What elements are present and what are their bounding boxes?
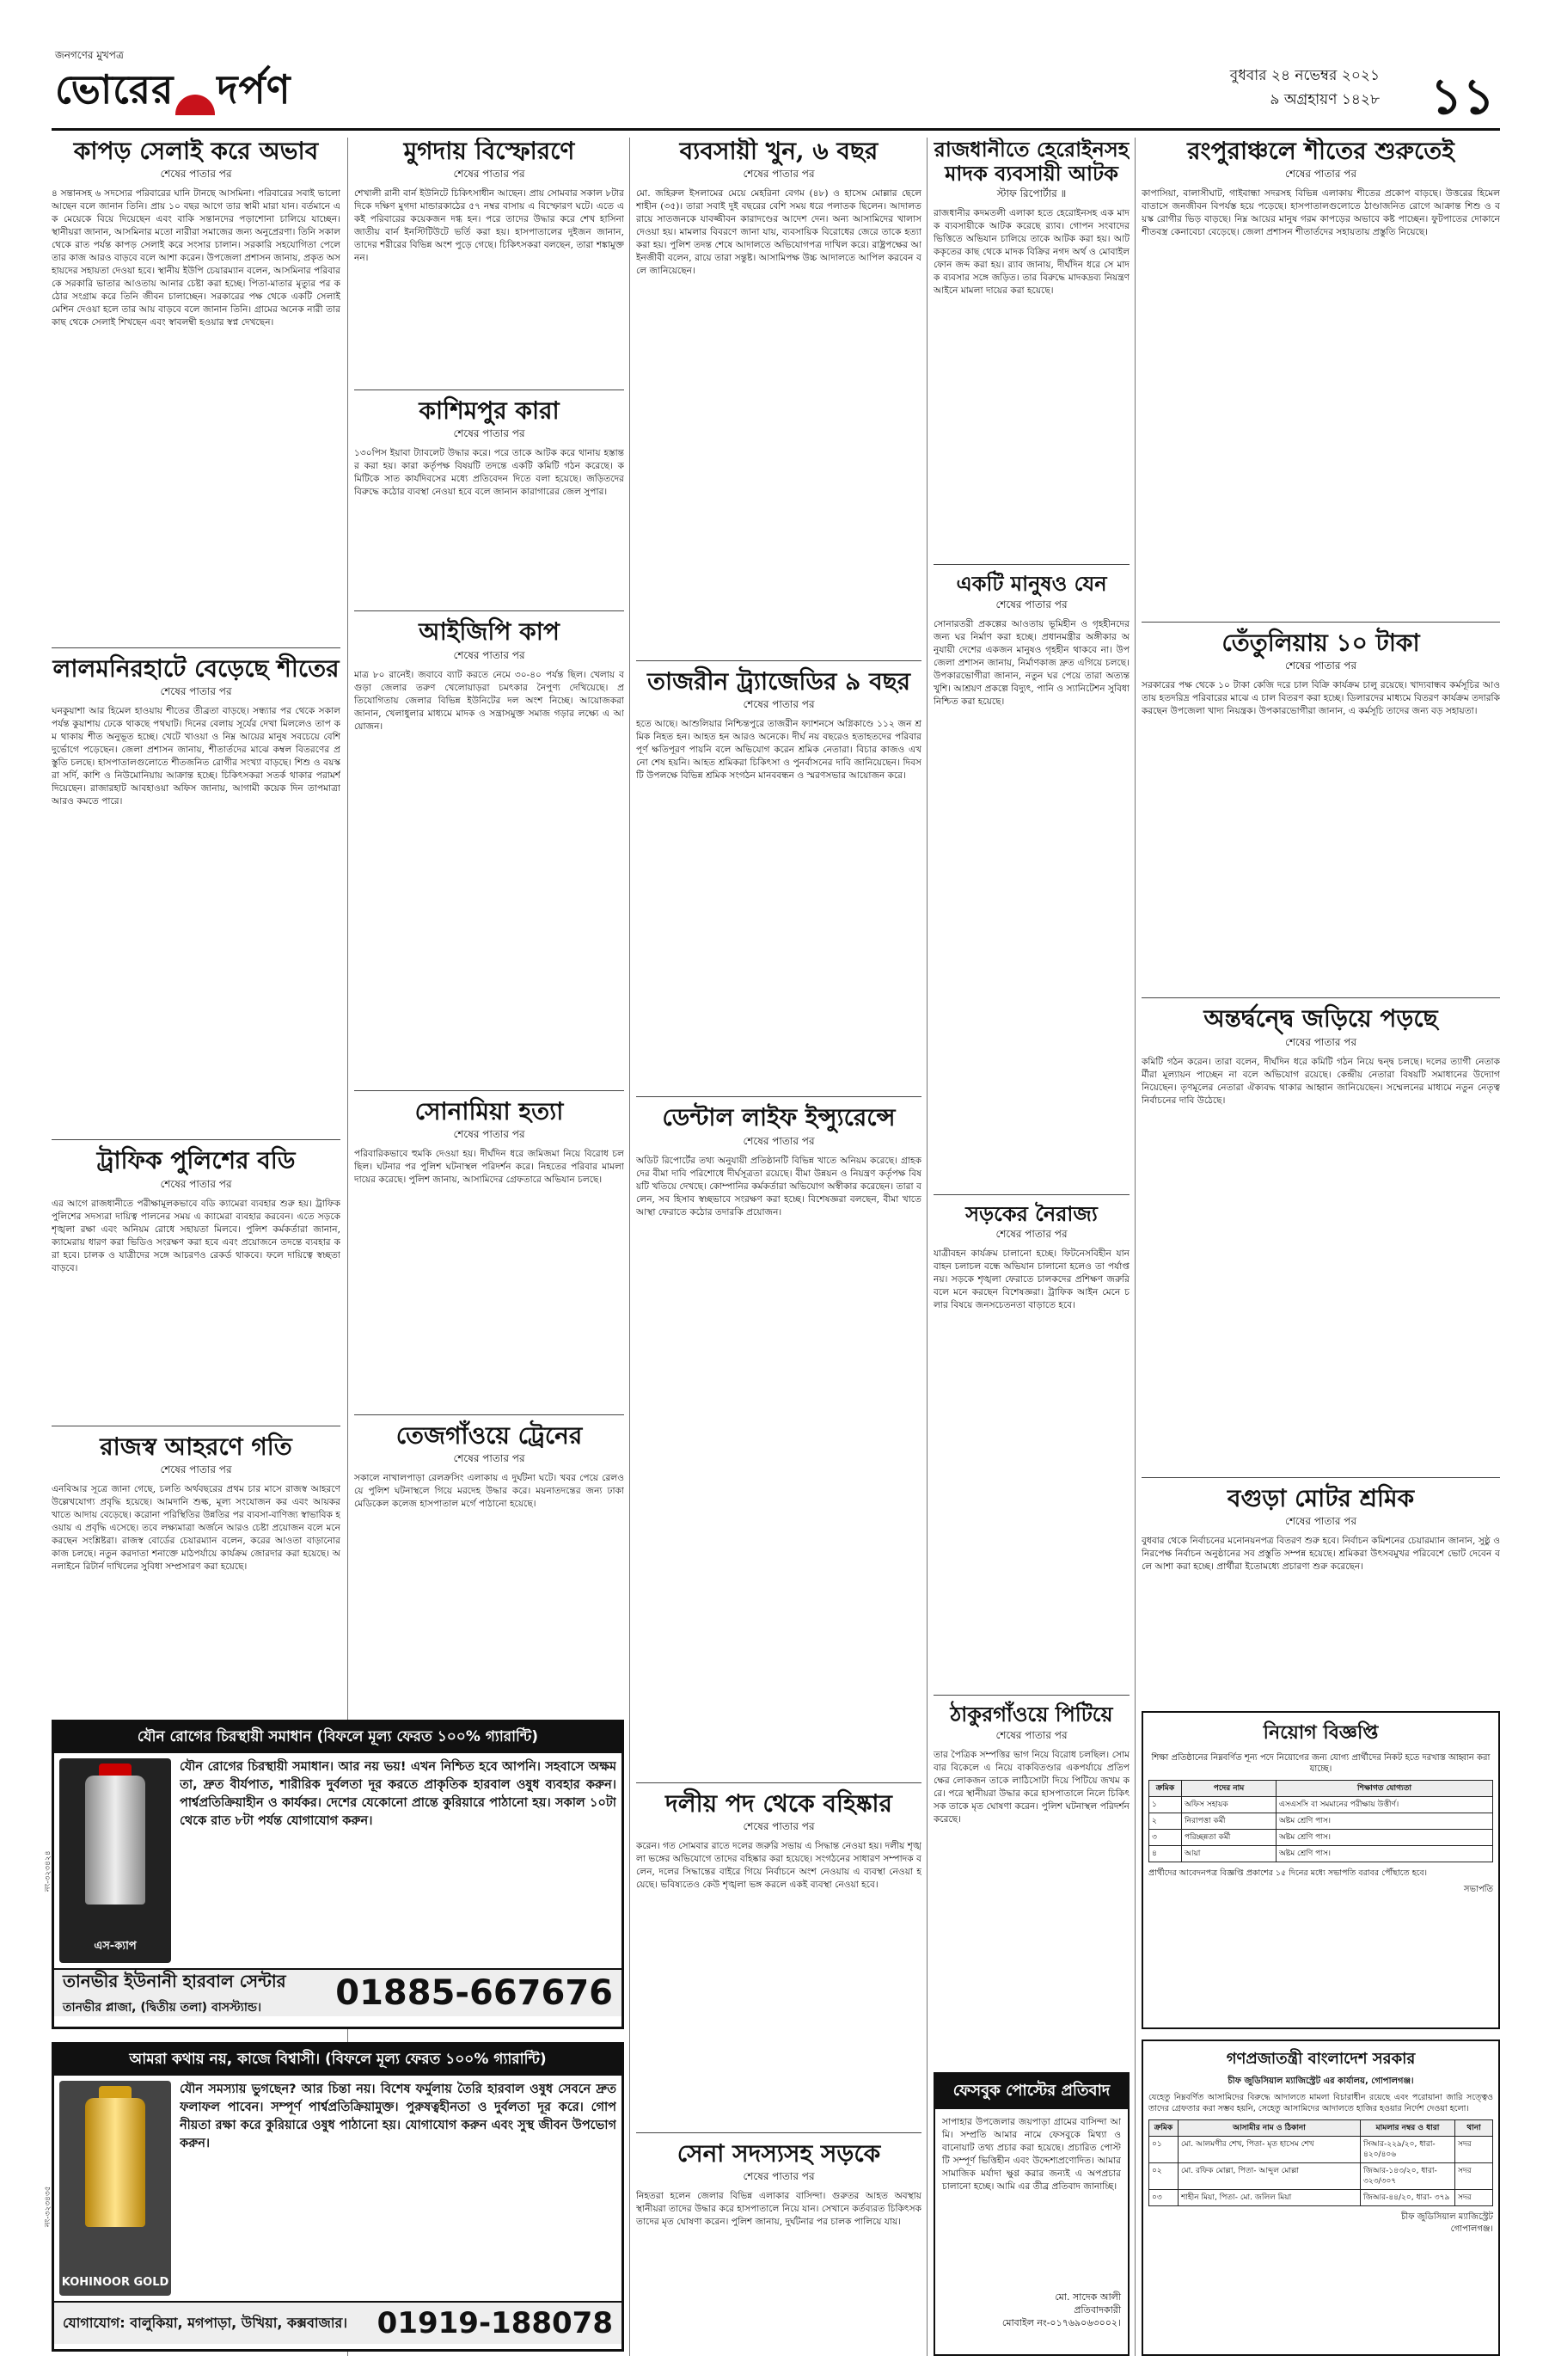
- story-continued-label: শেষের পাতার পর: [160, 1177, 232, 1190]
- story-continued-label: শেষের পাতার পর: [453, 648, 525, 661]
- story-headline[interactable]: আইজিপি কাপ: [419, 617, 560, 647]
- ad-ref-number: নং-৩২৩৪৩৫: [44, 2186, 52, 2227]
- table-cell: এসএসসি বা সমমানের পরীক্ষায় উত্তীর্ণ।: [1277, 1797, 1493, 1813]
- notice-body: সাপাহার উপজেলার জয়পাড়া গ্রামের বাসিন্দা আমি। সম্প্রতি আমার নামে ফেসবুকে মিথ্যা ও বানোয়াট তথ্য প্রচার করা হয়েছে। প্রচারিত পোস্টটি সম্পূর্ণ ভিত্তিহীন এবং উদ্দেশ্যপ্রণোদিত। আমার সামাজিক মর্যাদা ক্ষুণ্ণ করার জন্যই এ অপপ্রচার চালানো হচ্ছে। আমি এর তীব্র প্রতিবাদ জানাচ্ছি।: [942, 2117, 1121, 2192]
- story-heroin-arrest: [934, 138, 1130, 555]
- story-headline[interactable]: দলীয় পদ থেকে বহিষ্কার: [665, 1788, 892, 1818]
- column-rule: [1135, 138, 1136, 2356]
- story-body: এনবিআর সূত্রে জানা গেছে, চলতি অর্থবছরের প্রথম চার মাসে রাজস্ব আহরণে উল্লেখযোগ্য প্রবৃদ্ধি হয়েছে। আমদানি শুল্ক, মূল্য সংযোজন কর এবং আয়কর খাতে আদায় বেড়েছে। করোনা পরিস্থিতির উন্নতির পর ব্যবসা-বাণিজ্য স্বাভাবিক হওয়ায় এ প্রবৃদ্ধি এসেছে। তবে লক্ষ্যমাত্রা অর্জনে আরও চেষ্টা প্রয়োজন বলে মনে করছেন সংশ্লিষ্টরা। রাজস্ব বোর্ডের চেয়ারম্যান বলেন, করের আওতা বাড়ানোর কাজ চলছে। নতুন করদাতা শনাক্তে মাঠপর্যায়ে কার্যক্রম জোরদার করা হয়েছে। অনলাইনে রিটার্ন দাখিলের সুবিধা সম্প্রসারণ করা হয়েছে।: [52, 1483, 340, 1572]
- story-igp-cup: [354, 618, 624, 1081]
- product-image: [59, 2081, 171, 2296]
- table-row: [1149, 1846, 1493, 1862]
- story-dental-life: [636, 1104, 921, 1773]
- story-continued-label: শেষের পাতার পর: [453, 1451, 525, 1464]
- table-row: [1149, 1797, 1493, 1813]
- story-continued-label: শেষের পাতার পর: [743, 1819, 815, 1832]
- story-continued-label: শেষের পাতার পর: [995, 1228, 1068, 1241]
- signer-role: প্রতিবাদকারী: [1074, 2304, 1121, 2316]
- date-english: বুধবার ২৪ নভেম্বর ২০২১: [1229, 67, 1380, 84]
- story-divider: [354, 1414, 624, 1415]
- table-cell: ০২: [1149, 2163, 1179, 2190]
- story-body: যাত্রীবহন কার্যক্রম চালানো হচ্ছে। ফিটনেসবিহীন যানবাহন চলাচল বন্ধে অভিযান চালানো হলেও তা পর্যাপ্ত নয়। সড়কে শৃঙ্খলা ফেরাতে চালকদের প্রশিক্ষণ জরুরি বলে মনে করছেন বিশেষজ্ঞরা। ট্রাফিক আইন মেনে চলার বিষয়ে জনসচেতনতা বাড়াতে হবে।: [934, 1248, 1130, 1311]
- ad-headline: যৌন রোগের চিরস্থায়ী সমাধান (বিফলে মূল্য ফেরত ১০০% গ্যারান্টি): [54, 1722, 621, 1753]
- story-lalmonirhat-sheet: [52, 655, 340, 1131]
- story-continued-label: শেষের পাতার পর: [995, 1728, 1068, 1741]
- story-road-chaos: [934, 1202, 1130, 1687]
- story-body: সরকারের পক্ষ থেকে ১০ টাকা কেজি দরে চাল বিক্রি কার্যক্রম চালু রয়েছে। খাদ্যবান্ধব কর্মসূচির আওতায় হতদরিদ্র পরিবারের মাঝে এ চাল বিতরণ করা হচ্ছে। ডিলারদের মাধ্যমে বিতরণ কার্যক্রম তদারকি করছেন উপজেলা খাদ্য নিয়ন্ত্রক। উপকারভোগীরা জানান, এ কর্মসূচি তাদের জন্য বড় সহায়তা।: [1142, 680, 1500, 717]
- story-headline[interactable]: রংপুরাঞ্চলে শীতের শুরুতেই: [1187, 138, 1454, 165]
- story-body: মো. জহিরুল ইসলামের মেয়ে মেহরিনা বেগম (৪৮) ও হাসেম মোল্লার ছেলে শাহীন (৩৫)। তারা সবাই দুই বছরের বেশি সময় ধরে পলাতক ছিলেন। আদালত রায়ে সাতজনকে যাবজ্জীবন কারাদণ্ডের আদেশ দেন। অন্য আসামিদের খালাস দেওয়া হয়। মামলার বিবরণে জানা যায়, ব্যবসায়িক বিরোধের জেরে তাকে হত্যা করা হয়। পুলিশ তদন্ত শেষে আদালতে অভিযোগপত্র দাখিল করে। রাষ্ট্রপক্ষের আইনজীবী বলেন, রায়ে তারা সন্তুষ্ট। আসামিপক্ষ উচ্চ আদালতে আপিল করবেন বলে জানিয়েছেন।: [636, 188, 921, 277]
- table-header-row: [1149, 1781, 1493, 1797]
- table-cell: ৩: [1149, 1830, 1182, 1846]
- story-byline: স্টাফ রিপোর্টার ॥: [996, 187, 1067, 200]
- column-3: [636, 138, 921, 2356]
- story-kapor-selai: [52, 138, 340, 639]
- story-body: মাত্র ৮০ রানেই। জবাবে ব্যাট করতে নেমে ৩০-৪০ পর্যন্ত ছিল। খেলায় বগুড়া জেলার তরুণ খেলোয়াড়রা চমৎকার নৈপুণ্য দেখিয়েছে। প্রতিযোগিতায় জেলার বিভিন্ন ইউনিটের দল অংশ নিচ্ছে। আয়োজকরা জানান, খেলাধুলার মাধ্যমে মাদক ও সন্ত্রাসমুক্ত সমাজ গড়ার লক্ষ্যে এ আয়োজন।: [354, 669, 624, 732]
- column-1: [52, 138, 340, 1711]
- story-headline[interactable]: তেঁতুলিয়ায় ১০ টাকা: [1221, 629, 1420, 658]
- story-body: শেখালী রানী বার্ন ইউনিটে চিকিৎসাধীন আছেন। প্রায় সোমবার সকাল ৮টার দিকে দক্ষিণ মুগদা মান্ডারকাঠের ৫৭ নম্বর বাসায় এ বিস্ফোরণ ঘটে। এতে একই পরিবারের কয়েকজন দগ্ধ হন। পরে তাদের উদ্ধার করে শেখ হাসিনা জাতীয় বার্ন ইনস্টিটিউটে ভর্তি করা হয়। হাসপাতালের দুইজন জানান, তাদের শরীরের বিভিন্ন অংশ পুড়ে গেছে। চিকিৎসকরা বলছেন, তারা শঙ্কামুক্ত নন।: [354, 188, 624, 264]
- story-headline[interactable]: একটি মানুষও যেন: [956, 571, 1107, 597]
- story-body: ৪ সন্তানসহ ৬ সদস্যের পরিবারের ঘানি টানছে আসমিনা। পরিবারের সবাই ভালো আছেন বলে জানান তিনি। প্রায় ১০ বছর আগে তার স্বামী মারা যান। বর্তমানে এক মেয়েকে বিয়ে দিয়েছেন এবং বাকি সন্তানদের পড়াশোনা চালিয়ে যাচ্ছেন। স্থানীয়রা জানান, আসমিনার মতো নারীরা সমাজের জন্য অনুপ্রেরণা। তিনি সকাল থেকে রাত পর্যন্ত কাপড় সেলাই করে সংসার চালান। সরকারি সহযোগিতা পেলে তার কাজ আরও বাড়বে বলে আশা করেন। উপজেলা প্রশাসন জানায়, প্রকৃত অসহায়দের সহায়তা দেওয়া হবে। স্থানীয় ইউপি চেয়ারম্যান বলেন, আসমিনার পরিবারকে সরকারি ভাতার আওতায় আনার চেষ্টা করা হচ্ছে। পিতা-মাতার মৃত্যুর পর কঠোর সংগ্রাম করে তিনি জীবন চালাচ্ছেন। সরকারের পক্ষ থেকে একটি সেলাই মেশিন দেওয়া হলে তার আয় বাড়বে বলে জানান তিনি। গ্রামের অনেক নারী তার কাছ থেকে সেলাই শিখছেন এবং স্বাবলম্বী হওয়ার স্বপ্ন দেখছেন।: [52, 188, 340, 328]
- notice-subtitle: চীফ জুডিসিয়াল ম্যাজিস্ট্রেট এর কার্যালয়, গোপালগঞ্জ।: [1228, 2076, 1414, 2086]
- story-continued-label: শেষের পাতার পর: [453, 427, 525, 440]
- column-header: পদের নাম: [1182, 1781, 1277, 1797]
- ad-text: যৌন রোগের চিরস্থায়ী সমাধান। আর নয় ভয়! এখন নিশ্চিত হবে আপনি। সহবাসে অক্ষমতা, দ্রুত বীর্যপাত, শারীরিক দুর্বলতা দূর করতে প্রাকৃতিক হারবাল ওষুধ ব্যবহার করুন। পার্শ্বপ্রতিক্রিয়াহীন ও কার্যকর। দেশের যেকোনো প্রান্তে কুরিয়ারে পাঠানো হয়। সকাল ১০টা থেকে রাত ৮টা পর্যন্ত যোগাযোগ করুন।: [180, 1760, 616, 1828]
- ad-center-name: তানভীর ইউনানী হারবাল সেন্টার: [63, 1970, 286, 1991]
- bottle-icon: [85, 2098, 145, 2227]
- table-row: [1149, 1830, 1493, 1846]
- column-header: ক্রমিক: [1149, 2120, 1179, 2137]
- story-divider: [934, 1695, 1130, 1696]
- story-divider: [1142, 1477, 1500, 1478]
- column-rule: [629, 138, 630, 2356]
- signer-phone: মোবাইল নং-০১৭৬৯০৬৩০০২।: [1001, 2317, 1121, 2328]
- ad-ref-number: নং-৩২৩৪২৪: [44, 1850, 52, 1892]
- story-continued-label: শেষের পাতার পর: [160, 168, 232, 181]
- column-header: ক্রমিক: [1149, 1781, 1182, 1797]
- story-divider: [52, 647, 340, 648]
- table-cell: সদর: [1455, 2137, 1493, 2163]
- job-notice: [1142, 1711, 1500, 2029]
- story-headline[interactable]: লালমনিরহাটে বেড়েছে শীতের: [52, 654, 340, 684]
- column-2: [354, 138, 624, 1711]
- story-businessman-murder: [636, 138, 921, 652]
- story-army-road: [636, 2140, 921, 2332]
- table-row: [1149, 2163, 1493, 2190]
- story-headline[interactable]: কাশিমপুর কারা: [419, 396, 560, 426]
- story-continued-label: শেষের পাতার পর: [1284, 1514, 1357, 1527]
- story-headline[interactable]: কাপড় সেলাই করে অভাব: [73, 138, 319, 165]
- story-divider: [636, 2132, 921, 2133]
- date-block: [1230, 64, 1380, 112]
- column-4: [934, 138, 1130, 2068]
- story-divider: [52, 1139, 340, 1140]
- logo-part2: দর্পণ: [217, 66, 291, 113]
- story-body: সোনারতরী প্রকল্পের আওতায় ভূমিহীন ও গৃহহীনদের জন্য ঘর নির্মাণ করা হচ্ছে। প্রধানমন্ত্রীর অঙ্গীকার অনুযায়ী দেশের একজন মানুষও গৃহহীন থাকবে না। উপজেলা প্রশাসন জানায়, নির্মাণকাজ দ্রুত এগিয়ে চলছে। উপকারভোগীরা জানান, নতুন ঘর পেয়ে তারা অত্যন্ত খুশি। আশ্রয়ণ প্রকল্পে বিদ্যুৎ, পানি ও স্যানিটেশন সুবিধা নিশ্চিত করা হয়েছে।: [934, 618, 1130, 707]
- bottle-icon: [85, 1776, 145, 1905]
- column-header: শিক্ষাগত যোগ্যতা: [1277, 1781, 1493, 1797]
- table-cell: সিআর-২২৯/২০, ধারা- ৪২০/৪০৬: [1361, 2137, 1455, 2163]
- column-5: [1142, 138, 1500, 1694]
- story-headline[interactable]: সোনামিয়া হত্যা: [414, 1096, 564, 1126]
- ad-footer: [54, 1968, 621, 2016]
- notice-intro: যেহেতু নিম্নবর্ণিত আসামিদের বিরুদ্ধে আদালতে মামলা বিচারাধীন রয়েছে এবং পরোয়ানা জারি সত্ত্বেও তাদের গ্রেফতার করা সম্ভব হয়নি, সেহেতু আসামিদের আদালতে হাজির হওয়ার নির্দেশ দেওয়া হলো।: [1148, 2093, 1493, 2113]
- column-rule: [927, 138, 928, 2356]
- table-cell: পরিচ্ছন্নতা কর্মী: [1182, 1830, 1277, 1846]
- story-headline[interactable]: তেজগাঁওয়ে ট্রেনের: [395, 1420, 583, 1450]
- story-headline[interactable]: রাজধানীতে হেরোইনসহ মাদক ব্যবসায়ী আটক: [934, 138, 1130, 186]
- story-continued-label: শেষের পাতার পর: [453, 1127, 525, 1140]
- story-body: রাজধানীর কদমতলী এলাকা হতে হেরোইনসহ এক মাদক ব্যবসায়ীকে আটক করেছে র‌্যাব। গোপন সংবাদের ভিত্তিতে অভিযান চালিয়ে তাকে আটক করা হয়। আটককৃতের কাছ থেকে মাদক বিক্রির নগদ অর্থ ও মোবাইল ফোন জব্দ করা হয়। র‌্যাব জানায়, দীর্ঘদিন ধরে সে মাদক ব্যবসার সঙ্গে জড়িত। তার বিরুদ্ধে মাদকদ্রব্য নিয়ন্ত্রণ আইনে মামলা দায়ের করা হয়েছে।: [934, 208, 1130, 297]
- story-headline[interactable]: অন্তর্দ্বন্দ্বে জড়িয়ে পড়ছে: [1203, 1004, 1438, 1034]
- story-continued-label: শেষের পাতার পর: [1284, 659, 1357, 672]
- story-divider: [354, 610, 624, 611]
- story-headline[interactable]: রাজস্ব আহরণে গতি: [100, 1432, 292, 1461]
- story-headline[interactable]: ট্রাফিক পুলিশের বডি: [96, 1146, 296, 1175]
- story-continued-label: শেষের পাতার পর: [160, 1463, 232, 1475]
- ad-text: যৌন সমস্যায় ভুগছেন? আর চিন্তা নয়। বিশেষ ফর্মুলায় তৈরি হারবাল ওষুধ সেবনে দ্রুত ফলাফল পাবেন। সম্পূর্ণ পার্শ্বপ্রতিক্রিয়ামুক্ত। পুরুষত্বহীনতা ও দুর্বলতা দূর করে। গোপনীয়তা রক্ষা করে কুরিয়ারে ওষুধ পাঠানো হয়। যোগাযোগ করুন এবং সুস্থ জীবন উপভোগ করুন।: [180, 2082, 616, 2150]
- story-tetulia: [1142, 629, 1500, 989]
- story-continued-label: শেষের পাতার পর: [160, 685, 232, 698]
- story-party-expel: [636, 1790, 921, 2124]
- ad-footer: [54, 2301, 621, 2344]
- notice-intro: শিক্ষা প্রতিষ্ঠানের নিম্নবর্ণিত শূন্য পদে নিয়োগের জন্য যোগ্য প্রার্থীদের নিকট হতে দরখাস্ত আহ্বান করা যাচ্ছে।: [1151, 1753, 1491, 1774]
- story-divider: [1142, 622, 1500, 623]
- notice-signature: [935, 2291, 1128, 2336]
- story-headline[interactable]: ঠাকুরগাঁওয়ে পিটিয়ে: [950, 1702, 1113, 1727]
- table-header-row: [1149, 2120, 1493, 2137]
- story-thakurgaon: [934, 1702, 1130, 2068]
- story-traffic-police: [52, 1147, 340, 1416]
- story-continued-label: শেষের পাতার পর: [453, 168, 525, 181]
- table-cell: অষ্টম শ্রেণি পাস।: [1277, 1846, 1493, 1862]
- story-continued-label: শেষের পাতার পর: [995, 598, 1068, 610]
- masthead: [52, 49, 1500, 131]
- column-header: মামলার নম্বর ও ধারা: [1361, 2120, 1455, 2137]
- story-sonamia: [354, 1098, 624, 1406]
- table-cell: মো. আলমগীর শেখ, পিতা- মৃত হাসেম শেখ: [1179, 2137, 1361, 2163]
- story-divider: [934, 1194, 1130, 1195]
- facebook-protest-notice: [934, 2072, 1130, 2356]
- newspaper-logo: [55, 60, 291, 126]
- story-body: অডিট রিপোর্টের তথ্য অনুযায়ী প্রতিষ্ঠানটি বিভিন্ন খাতে অনিয়ম করেছে। গ্রাহকদের বীমা দাবি পরিশোধে দীর্ঘসূত্রতা রয়েছে। বীমা উন্নয়ন ও নিয়ন্ত্রণ কর্তৃপক্ষ বিষয়টি খতিয়ে দেখছে। কোম্পানির কর্মকর্তারা অভিযোগ অস্বীকার করেছেন। তারা বলেন, সব হিসাব স্বচ্ছভাবে সংরক্ষণ করা হচ্ছে। বিশেষজ্ঞরা বলছেন, বীমা খাতে আস্থা ফেরাতে কঠোর তদারকি প্রয়োজন।: [636, 1155, 921, 1218]
- ad-herbal-center[interactable]: [52, 1720, 624, 2029]
- story-continued-label: শেষের পাতার পর: [1284, 1035, 1357, 1048]
- masthead-tagline: জনগণের মুখপত্র: [55, 49, 124, 61]
- table-cell: মো. রফিক মোল্লা, পিতা- আব্দুল মোল্লা: [1179, 2163, 1361, 2190]
- story-divider: [354, 1090, 624, 1091]
- table-cell: ০৩: [1149, 2190, 1179, 2206]
- story-divider: [636, 1782, 921, 1783]
- story-kashimpur: [354, 397, 624, 602]
- ad-phone[interactable]: 01885-667676: [335, 1973, 613, 2013]
- story-headline[interactable]: ব্যবসায়ী খুন, ৬ বছর: [679, 138, 879, 165]
- story-headline[interactable]: বগুড়া মোটর শ্রমিক: [1227, 1483, 1415, 1512]
- ad-headline: আমরা কথায় নয়, কাজে বিশ্বাসী। (বিফলে মূল্য ফেরত ১০০% গ্যারান্টি): [54, 2045, 621, 2076]
- story-continued-label: শেষের পাতার পর: [743, 2169, 815, 2182]
- story-tazreen: [636, 668, 921, 1088]
- table-cell: সদর: [1455, 2190, 1493, 2206]
- story-headline[interactable]: তাজরীন ট্র্যাজেডির ৯ বছর: [646, 667, 911, 696]
- ad-footer-labels: [63, 1969, 286, 2018]
- table-cell: জিআর-১৪৩/২০, ধারা- ৩২৩/৩০৭: [1361, 2163, 1455, 2190]
- logo-part1: ভোরের: [55, 66, 174, 113]
- signer-title: চীফ জুডিসিয়াল ম্যাজিস্ট্রেট: [1400, 2212, 1493, 2222]
- table-cell: শাহীন মিয়া, পিতা- মো. জলিল মিয়া: [1179, 2190, 1361, 2206]
- table-cell: জিআর-৪৪/২০, ধারা- ৩৭৯: [1361, 2190, 1455, 2206]
- story-continued-label: শেষের পাতার পর: [1284, 168, 1357, 181]
- ad-address: যোগাযোগ: বালুকিয়া, মগপাড়া, উখিয়া, কক্সবাজার।: [63, 2314, 347, 2331]
- sun-icon: [175, 95, 215, 115]
- story-mugda-blast: [354, 138, 624, 381]
- notice-footer: প্রার্থীদের আবেদনপত্র বিজ্ঞপ্তি প্রকাশের ১৫ দিনের মধ্যে সভাপতি বরাবর পৌঁছাতে হবে।: [1148, 1868, 1428, 1878]
- column-header: আসামীর নাম ও ঠিকানা: [1179, 2120, 1361, 2137]
- story-body: ঘনকুয়াশা আর হিমেল হাওয়ায় শীতের তীব্রতা বাড়ছে। সন্ধ্যার পর থেকে সকাল পর্যন্ত কুয়াশায় ঢেকে থাকছে পথঘাট। দিনের বেলায় সূর্যের দেখা মিললেও তাপ কম থাকায় শীত অনুভূত হচ্ছে। খেটে খাওয়া ও নিম্ন আয়ের মানুষ সবচেয়ে বেশি দুর্ভোগে পড়েছেন। জেলা প্রশাসন জানায়, শীতার্তদের মাঝে কম্বল বিতরণের প্রস্তুতি চলছে। হাসপাতালগুলোতে শীতজনিত রোগীর সংখ্যা বাড়ছে। শিশু ও বয়স্করা সর্দি, কাশি ও নিউমোনিয়ায় আক্রান্ত হচ্ছে। চিকিৎসকরা সতর্ক থাকার পরামর্শ দিয়েছেন। রাজারহাট আবহাওয়া অফিস জানায়, আগামী কয়েক দিন তাপমাত্রা আরও কমতে পারে।: [52, 706, 340, 807]
- table-cell: সদর: [1455, 2163, 1493, 2190]
- table-cell: অফিস সহায়ক: [1182, 1797, 1277, 1813]
- story-body: বুধবার থেকে নির্বাচনের মনোনয়নপত্র বিতরণ শুরু হবে। নির্বাচন কমিশনের চেয়ারম্যান জানান, সুষ্ঠু ও নিরপেক্ষ নির্বাচন অনুষ্ঠানের সব প্রস্তুতি সম্পন্ন হয়েছে। শ্রমিকরা উৎসবমুখর পরিবেশে ভোট দেবেন বলে আশা করা হচ্ছে। প্রার্থীরা ইতোমধ্যে প্রচারণা শুরু করেছেন।: [1142, 1535, 1500, 1572]
- story-body: ১৩০পিস ইয়াবা ট্যাবলেট উদ্ধার করে। পরে তাকে আটক করে থানায় হস্তান্তর করা হয়। কারা কর্তৃপক্ষ বিষয়টি তদন্তে একটি কমিটি গঠন করেছে। কমিটিকে সাত কার্যদিবসের মধ্যে প্রতিবেদন দিতে বলা হয়েছে। জড়িতদের বিরুদ্ধে কঠোর ব্যবস্থা নেওয়া হবে বলে জানান কারাগারের জেল সুপার।: [354, 448, 624, 498]
- story-headline[interactable]: সড়কের নৈরাজ্য: [965, 1200, 1098, 1226]
- notice-title: ফেসবুক পোস্টের প্রতিবাদ: [935, 2074, 1128, 2109]
- story-continued-label: শেষের পাতার পর: [743, 698, 815, 711]
- story-bogura-motor: [1142, 1485, 1500, 1694]
- story-continued-label: শেষের পাতার পর: [743, 168, 815, 181]
- product-name: এস-ক্যাপ: [94, 1940, 137, 1953]
- notice-title: গণপ্রজাতন্ত্রী বাংলাদেশ সরকার: [1226, 2050, 1416, 2068]
- ad-kohinoor-gold[interactable]: [52, 2042, 624, 2352]
- table-cell: ০১: [1149, 2137, 1179, 2163]
- story-body: পরিবারিকভাবে হুমকি দেওয়া হয়। দীর্ঘদিন ধরে জমিজমা নিয়ে বিরোধ চলছিল। ঘটনার পর পুলিশ ঘটনাস্থল পরিদর্শন করে। নিহতের পরিবার মামলা দায়ের করেছে। পুলিশ জানায়, আসামিদের গ্রেফতারে অভিযান চলছে।: [354, 1148, 624, 1185]
- story-divider: [636, 660, 921, 661]
- story-body: তার পৈত্রিক সম্পত্তির ভাগ নিয়ে বিরোধ চলছিল। সোমবার বিকেলে এ নিয়ে বাকবিতণ্ডার একপর্যায়ে প্রতিপক্ষের লোকজন তাকে লাঠিসোটা দিয়ে পিটিয়ে জখম করে। পরে স্থানীয়রা উদ্ধার করে হাসপাতালে নিলে চিকিৎসক তাকে মৃত ঘোষণা করেন। পুলিশ ঘটনাস্থল পরিদর্শন করেছে।: [934, 1749, 1130, 1825]
- signer-name: মো. সাদেক আলী: [1055, 2291, 1121, 2303]
- story-divider: [636, 1096, 921, 1097]
- product-image: [59, 1758, 171, 1963]
- story-rangpur-winter: [1142, 138, 1500, 613]
- notice-title: নিয়োগ বিজ্ঞপ্তি: [1263, 1721, 1379, 1744]
- story-headline[interactable]: সেনা সদস্যসহ সড়কে: [677, 2138, 881, 2168]
- story-body: হতে আছে। আশুলিয়ার নিশ্চিন্তপুরে তাজরীন ফ্যাশনসে অগ্নিকাণ্ডে ১১২ জন শ্রমিক নিহত হন। আহত হন আরও অনেকে। দীর্ঘ নয় বছরেও হতাহতদের পরিবার পূর্ণ ক্ষতিপূরণ পায়নি বলে অভিযোগ করেন শ্রমিক নেতারা। বিচার কাজও এখনো শেষ হয়নি। আহত শ্রমিকরা চিকিৎসা ও পুনর্বাসনের দাবি জানিয়েছেন। দিবসটি উপলক্ষে বিভিন্ন শ্রমিক সংগঠন মানববন্ধন ও স্মরণসভার আয়োজন করে।: [636, 719, 921, 782]
- table-row: [1149, 2190, 1493, 2206]
- accused-table: [1148, 2119, 1493, 2206]
- product-name: KOHINOOR GOLD: [61, 2276, 169, 2289]
- date-bangla: ৯ অগ্রহায়ণ ১৪২৮: [1270, 91, 1380, 108]
- story-body: নিহতরা হলেন জেলার বিভিন্ন এলাকার বাসিন্দা। গুরুতর আহত অবস্থায় স্থানীয়রা তাদের উদ্ধার করে হাসপাতালে নিয়ে যান। সেখানে কর্তব্যরত চিকিৎসক তাদের মৃত ঘোষণা করেন। পুলিশ জানায়, দুর্ঘটনার পর চালক পালিয়ে যায়।: [636, 2190, 921, 2227]
- table-cell: ১: [1149, 1797, 1182, 1813]
- table-cell: ৪: [1149, 1846, 1182, 1862]
- story-no-homeless: [934, 572, 1130, 1186]
- story-tejgaon-train: [354, 1422, 624, 1704]
- story-body: করেন। গত সোমবার রাতে দলের জরুরি সভায় এ সিদ্ধান্ত নেওয়া হয়। দলীয় শৃঙ্খলা ভঙ্গের অভিযোগে তাদের বহিষ্কার করা হয়েছে। সংগঠনের সাধারণ সম্পাদক বলেন, দলের সিদ্ধান্তের বাইরে গিয়ে নির্বাচনে অংশ নেওয়ায় এ ব্যবস্থা নেওয়া হয়েছে। ভবিষ্যতেও কেউ শৃঙ্খলা ভঙ্গ করলে একই ব্যবস্থা নেওয়া হবে।: [636, 1840, 921, 1890]
- table-row: [1149, 2137, 1493, 2163]
- table-cell: আয়া: [1182, 1846, 1277, 1862]
- story-divider: [934, 564, 1130, 565]
- story-divider: [1142, 997, 1500, 998]
- table-cell: অষ্টম শ্রেণি পাস।: [1277, 1813, 1493, 1830]
- ad-phone[interactable]: 01919-188078: [377, 2306, 613, 2340]
- ad-body: [54, 2076, 621, 2301]
- page-number: ১১: [1430, 67, 1495, 126]
- signer-location: গোপালগঞ্জ।: [1450, 2224, 1493, 2234]
- notice-signature: [1148, 2211, 1493, 2236]
- story-rajosso: [52, 1433, 340, 1711]
- table-cell: ২: [1149, 1813, 1182, 1830]
- table-cell: নিরাপত্তা কর্মী: [1182, 1813, 1277, 1830]
- job-table: [1148, 1780, 1493, 1862]
- court-notice: [1142, 2040, 1500, 2356]
- story-headline[interactable]: ডেন্টাল লাইফ ইন্স্যুরেন্সে: [662, 1103, 896, 1132]
- story-continued-label: শেষের পাতার পর: [743, 1134, 815, 1147]
- story-body: কমিটি গঠন করেন। তারা বলেন, দীর্ঘদিন ধরে কমিটি গঠন নিয়ে দ্বন্দ্ব চলছে। দলের ত্যাগী নেতাকর্মীরা মূল্যায়ন পাচ্ছেন না বলে অভিযোগ রয়েছে। কেন্দ্রীয় নেতারা বিষয়টি সমাধানের উদ্যোগ নিয়েছেন। তৃণমূলের নেতারা ঐক্যবদ্ধ থাকার আহ্বান জানিয়েছেন। সম্মেলনের মাধ্যমে নতুন নেতৃত্ব নির্বাচনের দাবি উঠেছে।: [1142, 1056, 1500, 1106]
- table-row: [1149, 1813, 1493, 1830]
- table-cell: অষ্টম শ্রেণি পাস।: [1277, 1830, 1493, 1846]
- story-body: সকালে নাখালপাড়া রেলক্রসিং এলাকায় এ দুর্ঘটনা ঘটে। খবর পেয়ে রেলওয়ে পুলিশ ঘটনাস্থলে গিয়ে মরদেহ উদ্ধার করে। ময়নাতদন্তের জন্য ঢাকা মেডিকেল কলেজ হাসপাতাল মর্গে পাঠানো হয়েছে।: [354, 1472, 624, 1509]
- ad-address: তানভীর প্লাজা, (দ্বিতীয় তলা) বাসস্ট্যান্ড।: [63, 2000, 262, 2015]
- story-headline[interactable]: মুগদায় বিস্ফোরণে: [403, 138, 575, 165]
- story-internal-conflict: [1142, 1005, 1500, 1468]
- notice-signature: সভাপতি: [1463, 1885, 1493, 1894]
- story-body: কাপাসিয়া, বালাসীঘাট, গাইবান্ধা সদরসহ বিভিন্ন এলাকায় শীতের প্রকোপ বাড়ছে। উত্তরের হিমেল বাতাসে জনজীবন বিপর্যস্ত হয়ে পড়েছে। হাসপাতালগুলোতে ঠাণ্ডাজনিত রোগে আক্রান্ত শিশু ও বয়স্ক রোগীর ভিড় বাড়ছে। নিম্ন আয়ের মানুষ গরম কাপড়ের অভাবে কষ্ট পাচ্ছেন। ফুটপাতের দোকানে শীতবস্ত্র কেনাবেচা বেড়েছে। জেলা প্রশাসন শীতার্তদের সহায়তায় প্রস্তুতি নিয়েছে।: [1142, 188, 1500, 238]
- column-header: থানা: [1455, 2120, 1493, 2137]
- ad-body: [54, 1753, 621, 1968]
- story-body: এর আগে রাজধানীতে পরীক্ষামূলকভাবে বডি ক্যামেরা ব্যবহার শুরু হয়। ট্রাফিক পুলিশের সদস্যরা দায়িত্ব পালনের সময় এ ক্যামেরা ব্যবহার করবেন। এতে সড়কে শৃঙ্খলা রক্ষা এবং অনিয়ম রোধে সহায়তা মিলবে। পুলিশ কর্মকর্তারা জানান, ক্যামেরায় ধারণ করা ভিডিও সংরক্ষণ করা হবে এবং প্রয়োজনে তদন্তে ব্যবহার করা হবে। চালক ও যাত্রীদের সঙ্গে আচরণও রেকর্ড থাকবে। ফলে দায়িত্বে স্বচ্ছতা বাড়বে।: [52, 1198, 340, 1273]
